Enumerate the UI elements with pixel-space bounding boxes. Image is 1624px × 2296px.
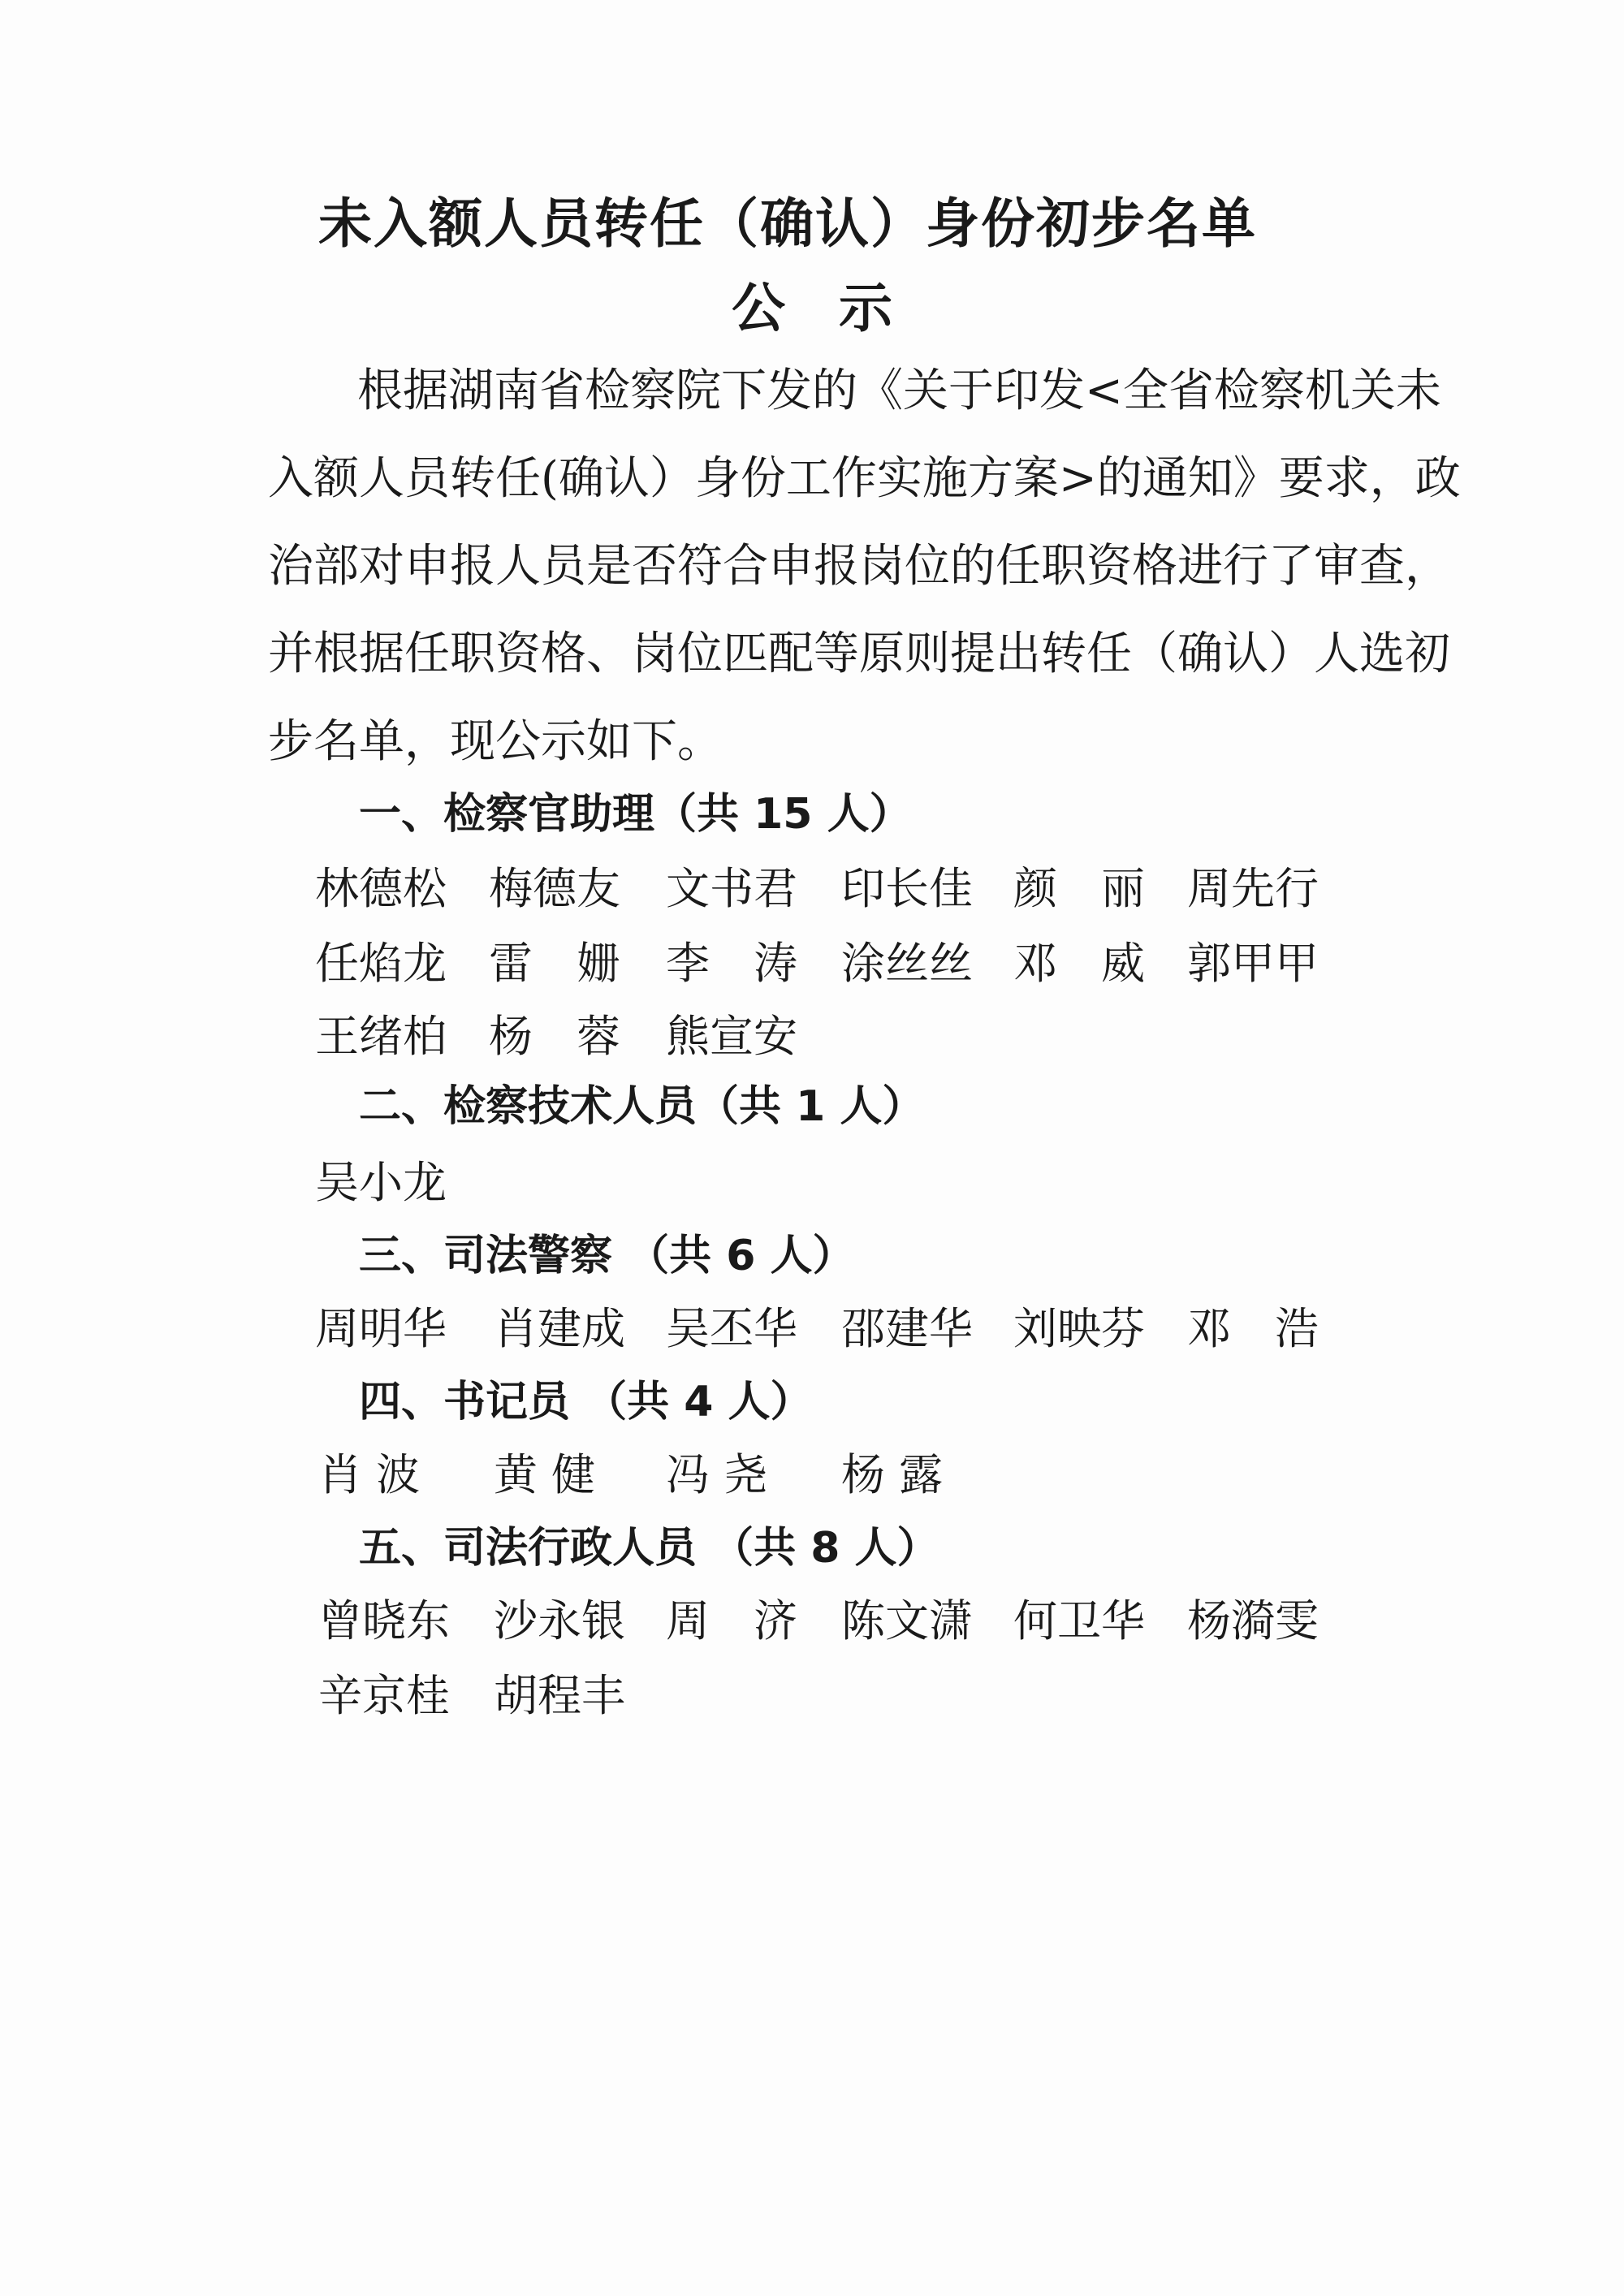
person-name: 冯 尧 [666,1449,768,1500]
subtitle-char: 示 [839,277,892,339]
section-heading-3: 三、司法警察 （共 6 人） [359,1232,855,1280]
person-name: 邵建华 [841,1303,973,1354]
person-name: 沙永银 [494,1595,625,1646]
person-name: 杨 蓉 [489,1011,620,1062]
person-name: 肖 波 [318,1449,421,1500]
section-heading-5: 五、司法行政人员 （共 8 人） [359,1524,939,1573]
intro-line: 并根据任职资格、岗位匹配等原则提出转任（确认）人选初 [268,628,1450,680]
person-name: 熊宣安 [666,1011,797,1062]
intro-line: 根据湖南省检察院下发的《关于印发<全省检察机关未 [357,365,1441,417]
subtitle-char: 公 [732,277,785,339]
person-name: 涂丝丝 [841,938,973,989]
person-name: 李 涛 [666,938,797,989]
person-name: 胡程丰 [494,1670,625,1721]
person-name: 黄 健 [494,1449,596,1500]
person-name: 杨 露 [841,1449,944,1500]
person-name: 邓 威 [1013,938,1145,989]
person-name: 周 济 [666,1595,797,1646]
person-name: 印长佳 [841,863,973,914]
person-name: 邓 浩 [1187,1303,1319,1354]
person-name: 颜 丽 [1013,863,1145,914]
person-name: 任焰龙 [315,938,447,989]
intro-line: 治部对申报人员是否符合申报岗位的任职资格进行了审查， [268,540,1450,593]
person-name: 郭甲甲 [1187,938,1319,989]
person-name: 梅德友 [489,863,620,914]
person-name: 吴丕华 [666,1303,797,1354]
person-name: 肖建成 [494,1303,625,1354]
intro-line: 步名单，现公示如下。 [268,715,723,768]
person-name: 林德松 [315,863,447,914]
section-heading-4: 四、书记员 （共 4 人） [359,1378,813,1426]
person-name: 吴小龙 [315,1157,447,1208]
intro-line: 入额人员转任(确认）身份工作实施方案>的通知》要求，政 [268,452,1461,505]
person-name: 雷 姗 [489,938,620,989]
intro-paragraph [268,347,1461,786]
document-subtitle [0,265,1624,342]
section-heading-2: 二、检察技术人员（共 1 人） [359,1082,925,1131]
person-name: 何卫华 [1013,1595,1145,1646]
section-heading-1: 一、检察官助理（共 15 人） [359,790,912,839]
person-name: 周先行 [1187,863,1319,914]
person-name: 陈文潇 [841,1595,973,1646]
person-name: 辛京桂 [318,1670,450,1721]
document-title: 未入额人员转任（确认）身份初步名单 [318,192,1257,255]
person-name: 杨漪雯 [1187,1595,1319,1646]
person-name: 文书君 [666,863,797,914]
person-name: 周明华 [315,1303,447,1354]
person-name: 曾晓东 [318,1595,450,1646]
person-name: 王绪柏 [315,1011,447,1062]
person-name: 刘映芬 [1013,1303,1145,1354]
